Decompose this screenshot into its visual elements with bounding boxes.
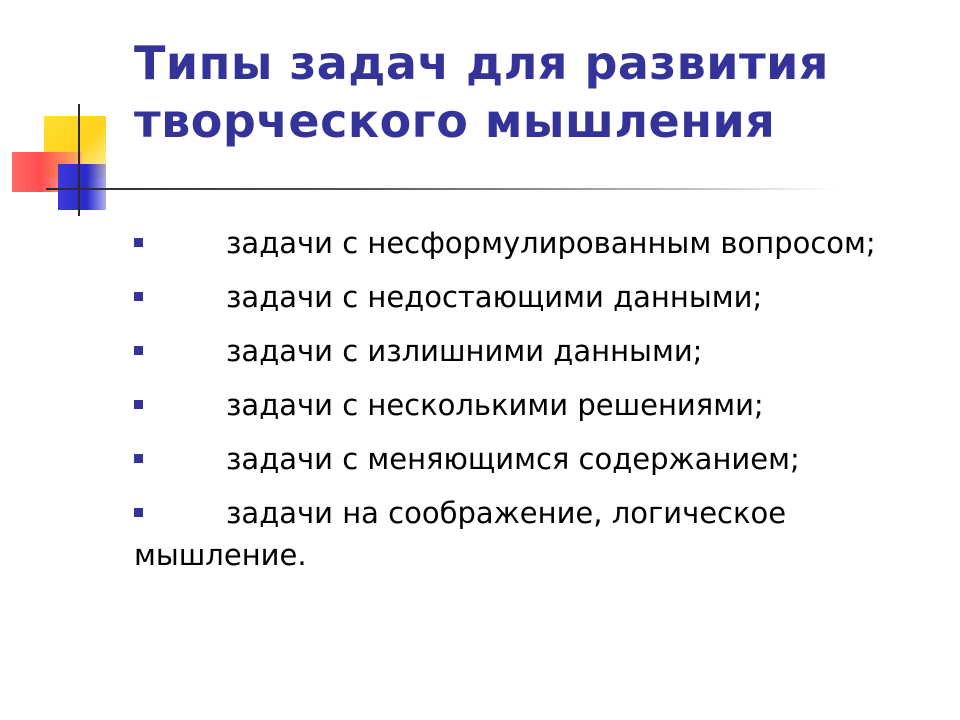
list-item-text: задачи с несформулированным вопросом; bbox=[226, 226, 876, 260]
list-item-text: задачи на соображение, логическое мышление. bbox=[134, 496, 787, 572]
slide-title: Типы задач для развития творческого мышления bbox=[134, 36, 829, 148]
list-item bbox=[134, 222, 924, 264]
square-bullet-icon bbox=[134, 400, 143, 409]
square-bullet-icon bbox=[134, 346, 143, 355]
list-item bbox=[134, 330, 924, 372]
square-bullet-icon bbox=[134, 292, 143, 301]
bullet-list bbox=[134, 222, 924, 588]
list-item-text: задачи с излишними данными; bbox=[226, 334, 703, 368]
list-item bbox=[134, 276, 924, 318]
title-underline bbox=[46, 188, 836, 190]
square-bullet-icon bbox=[134, 238, 143, 247]
list-item bbox=[134, 492, 924, 576]
list-item-text: задачи с несколькими решениями; bbox=[226, 388, 764, 422]
list-item bbox=[134, 438, 924, 480]
square-bullet-icon bbox=[134, 508, 143, 517]
square-bullet-icon bbox=[134, 454, 143, 463]
decorative-vertical-line bbox=[78, 104, 80, 216]
list-item bbox=[134, 384, 924, 426]
decorative-blue-square bbox=[58, 164, 106, 210]
list-item-text: задачи с недостающими данными; bbox=[226, 280, 763, 314]
list-item-text: задачи с меняющимся содержанием; bbox=[226, 442, 800, 476]
